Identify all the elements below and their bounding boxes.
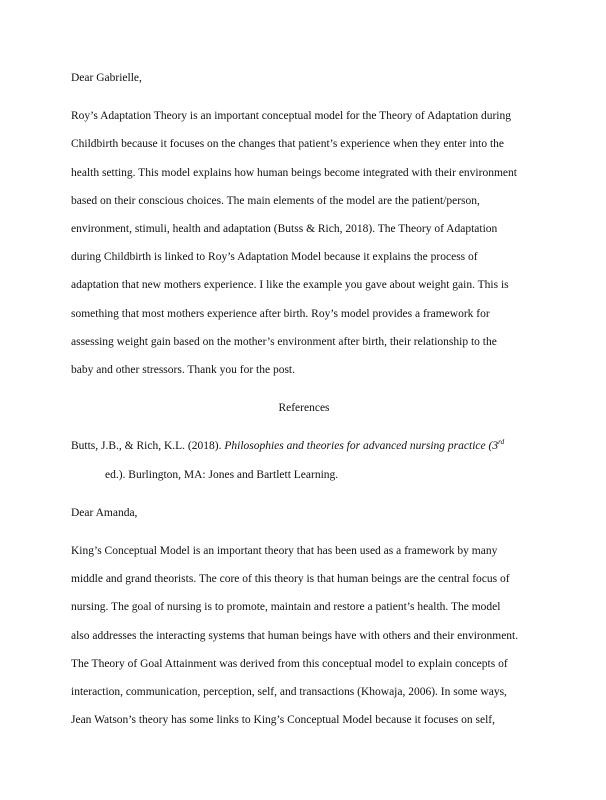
salutation-line: Dear Gabrielle, [71,72,142,84]
text-line: King’s Conceptual Model is an important theory that has been used as a framework by many [71,545,498,558]
reference-edition-superscript: rd [498,438,505,447]
text-line: based on their conscious choices. The main elements of the model are the patient/person, [71,194,480,207]
reference-entry [71,432,537,488]
text-line: health setting. This model explains how human beings become integrated with their environment [71,166,517,179]
text-line: Jean Watson’s theory has some links to King’s Conceptual Model because it focuses on self, [71,714,495,727]
text-line: something that most mothers experience after birth. Roy’s model provides a framework for [71,307,490,320]
reference-line-1 [71,432,537,460]
document-content [71,64,537,734]
salutation-line: Dear Amanda, [71,506,138,519]
text-line: The Theory of Goal Attainment was derived from this conceptual model to explain concepts of [71,657,508,670]
salutation-amanda [71,499,537,527]
text-line: Roy’s Adaptation Theory is an important conceptual model for the Theory of Adaptation during [71,110,511,123]
text-line: interaction, communication, perception, self, and transactions (Khowaja, 2006). In some ways, [71,686,507,699]
paragraph-kings-model [71,537,537,734]
text-line: during Childbirth is linked to Roy’s Adaptation Model because it explains the process of [71,251,478,264]
reference-line-2: ed.). Burlington, MA: Jones and Bartlett Learning. [105,468,339,481]
reference-authors-year: Butts, J.B., & Rich, K.L. (2018). [71,440,225,453]
text-line: nursing. The goal of nursing is to promote, maintain and restore a patient’s health. The model [71,601,501,614]
salutation-gabrielle [71,64,537,92]
references-heading: References [278,402,330,415]
text-line: middle and grand theorists. The core of this theory is that human beings are the central focus of [71,573,510,586]
text-line: assessing weight gain based on the mother’s environment after birth, their relationship to the [71,335,497,348]
text-line: adaptation that new mothers experience. I like the example you gave about weight gain. This is [71,279,509,292]
text-line: also addresses the interacting systems that human beings have with others and their environment. [71,629,519,642]
text-line: baby and other stressors. Thank you for the post. [71,364,295,377]
text-line: Childbirth because it focuses on the changes that patient’s experience when they enter into the [71,138,505,151]
reference-edition-prefix: (3 [485,440,499,453]
references-section [71,394,537,422]
reference-book-title: Philosophies and theories for advanced nursing practice [224,440,486,453]
text-line: environment, stimuli, health and adaptation (Butss & Rich, 2018). The Theory of Adaptation [71,223,498,236]
paragraph-roy-adaptation [71,102,537,384]
